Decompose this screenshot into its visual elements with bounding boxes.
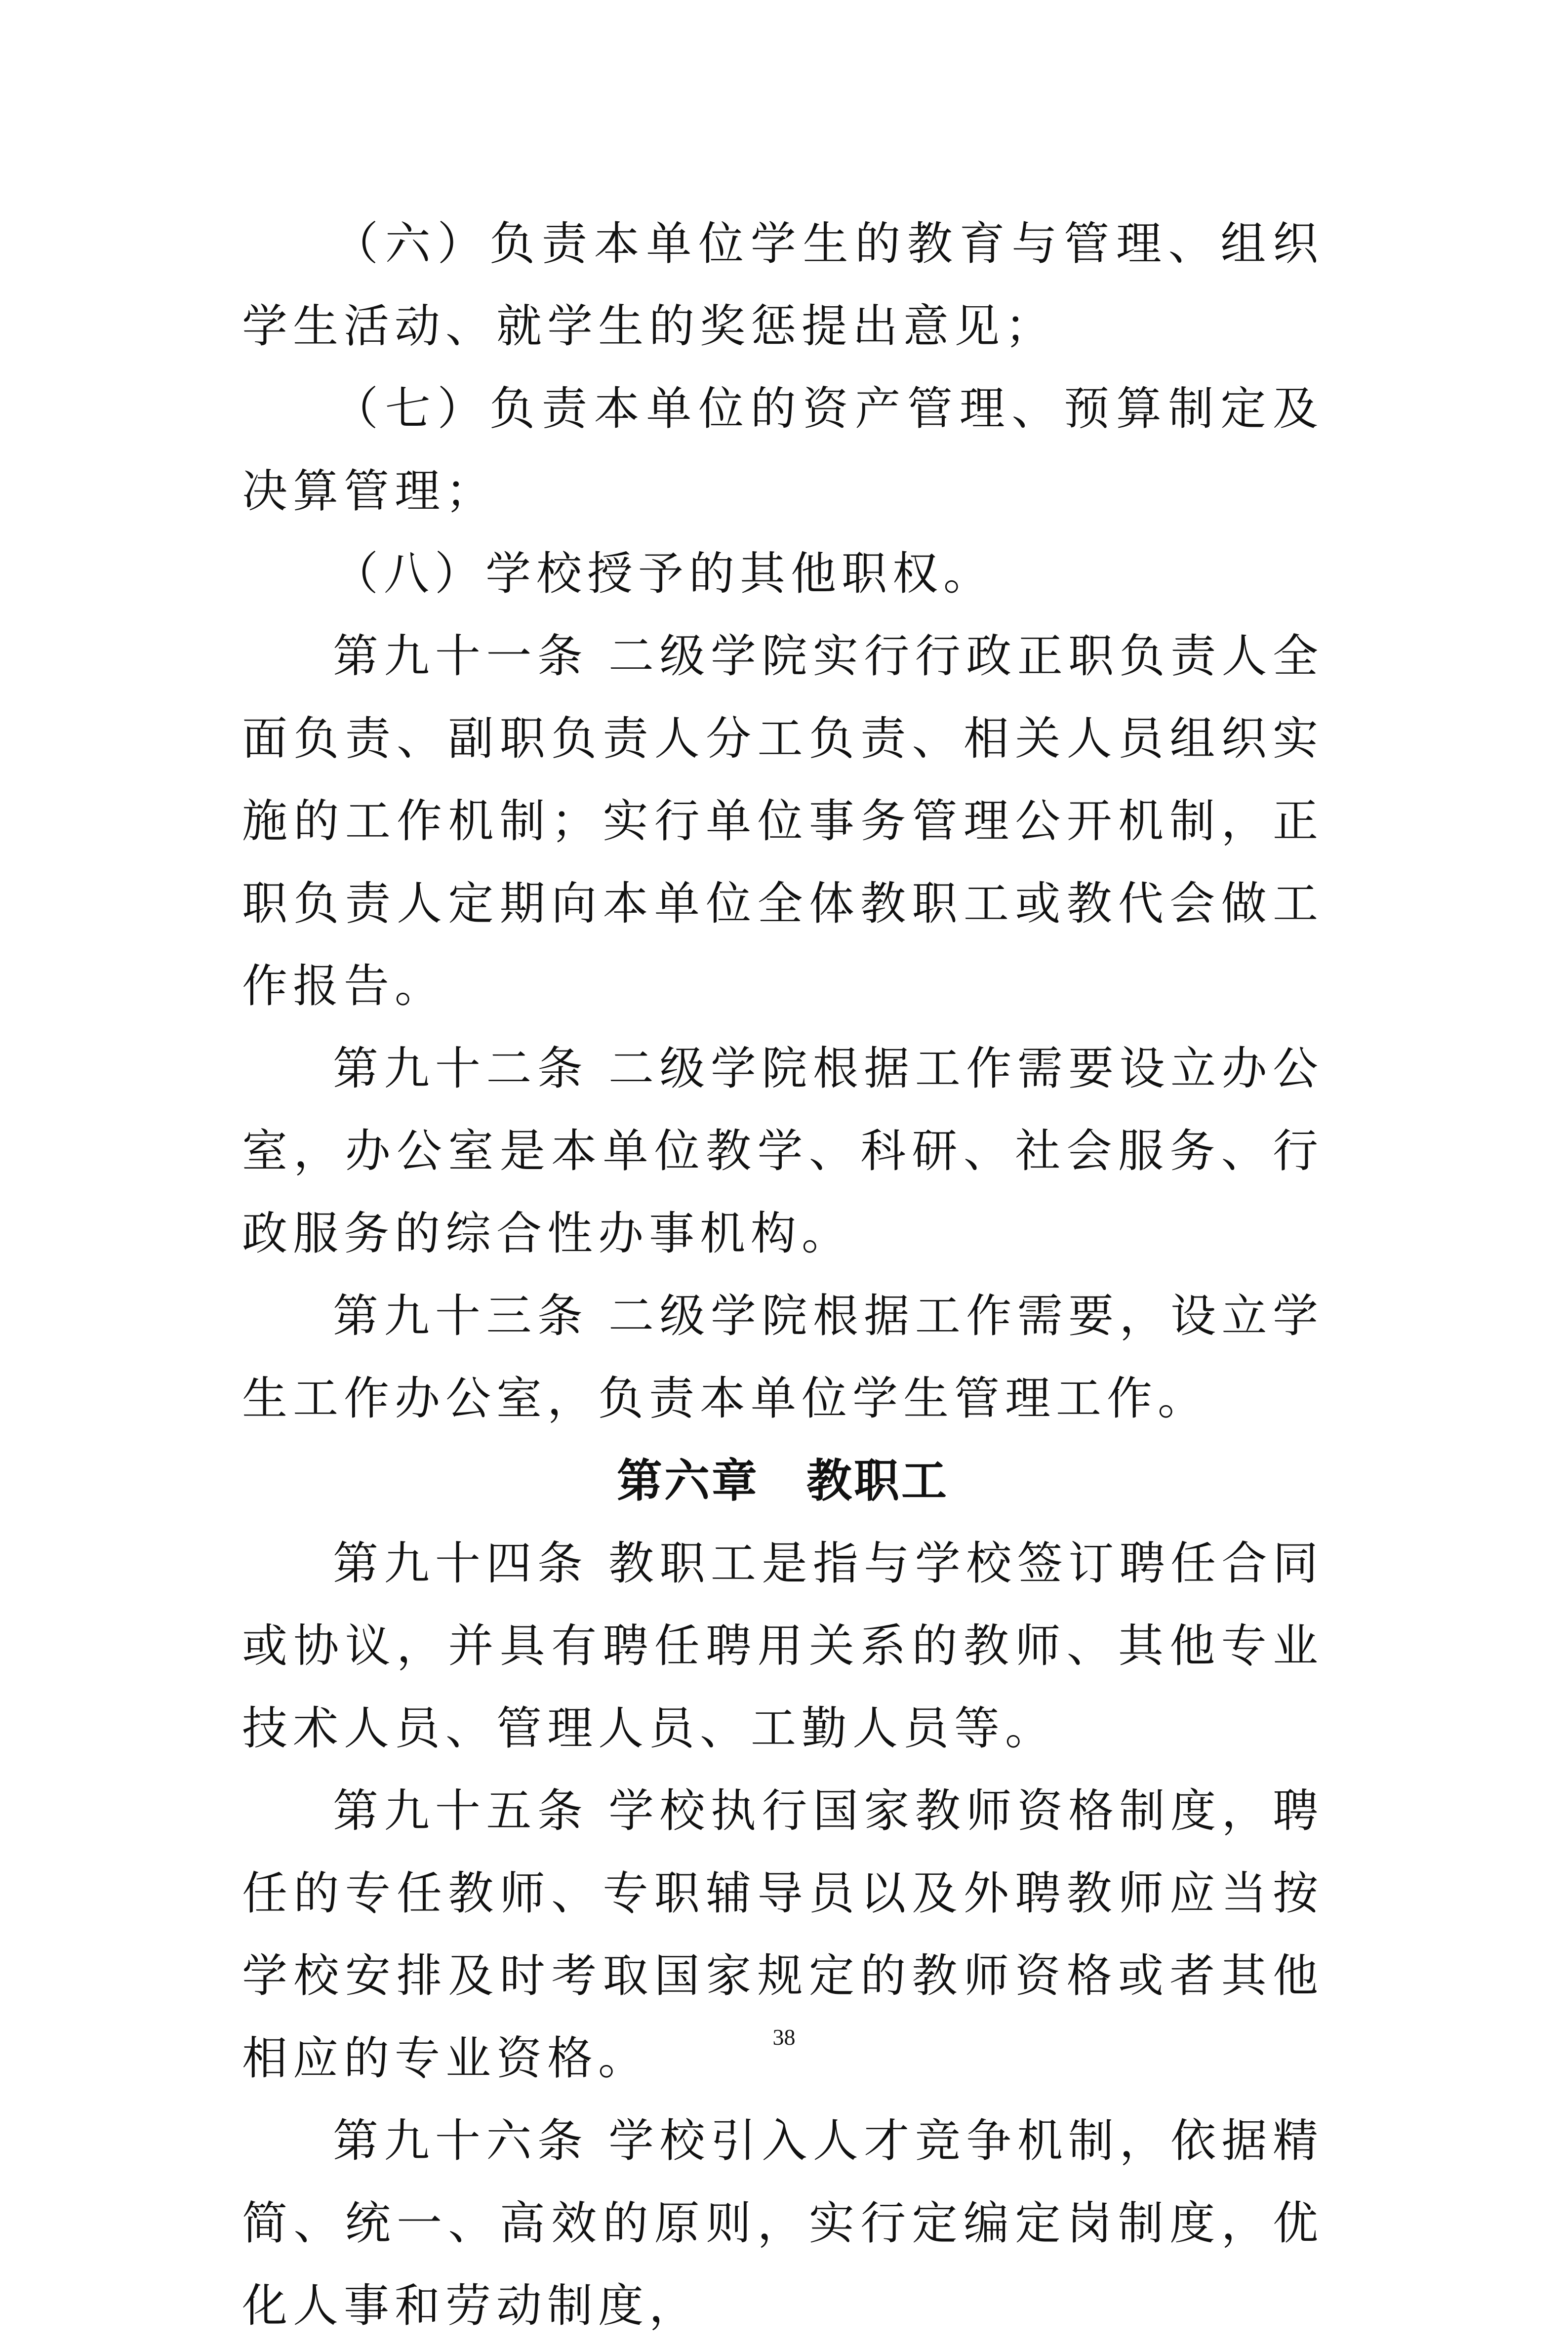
clause-item-6: （六）负责本单位学生的教育与管理、组织学生活动、就学生的奖惩提出意见； [242, 217, 1324, 353]
article-92: 第九十二条 二级学院根据工作需要设立办公室，办公室是本单位教学、科研、社会服务、行政服务的综合性办事机构。 [242, 1042, 1324, 1260]
article-91: 第九十一条 二级学院实行行政正职负责人全面负责、副职负责人分工负责、相关人员组织实施的工作机制；实行单位事务管理公开机制，正职负责人定期向本单位全体教职工或教代会做工作报告。 [242, 630, 1324, 1012]
article-95: 第九十五条 学校执行国家教师资格制度，聘任的专任教师、专职辅导员以及外聘教师应当按学校安排及时考取国家规定的教师资格或者其他相应的专业资格。 [242, 1784, 1324, 2085]
page-number: 38 [772, 2024, 796, 2050]
clause-item-8: （八）学校授予的其他职权。 [333, 547, 995, 600]
clause-item-7: （七）负责本单位的资产管理、预算制定及决算管理； [242, 382, 1324, 518]
article-94: 第九十四条 教职工是指与学校签订聘任合同或协议，并具有聘任聘用关系的教师、其他专业技术人员、管理人员、工勤人员等。 [242, 1537, 1324, 1755]
chapter-title: 第六章 教职工 [616, 1455, 949, 1507]
article-96: 第九十六条 学校引入人才竞争机制，依据精简、统一、高效的原则，实行定编定岗制度，优化人事和劳动制度， [242, 2114, 1324, 2332]
article-93: 第九十三条 二级学院根据工作需要，设立学生工作办公室，负责本单位学生管理工作。 [242, 1290, 1324, 1425]
